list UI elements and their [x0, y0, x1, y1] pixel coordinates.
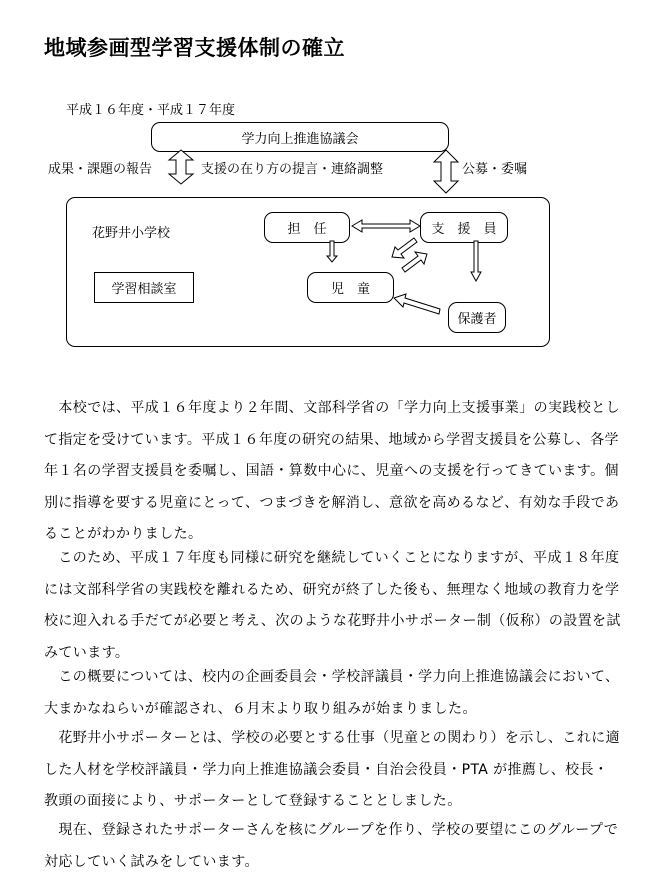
paragraph-line: 対応していく試みをしています。: [44, 853, 259, 870]
paragraph-line: ることがわかりました。: [44, 526, 203, 542]
report-double-arrow-icon: [169, 150, 193, 184]
document-title: 地域参画型学習支援体制の確立: [44, 35, 345, 60]
council-label: 学力向上推進協議会: [241, 131, 359, 147]
paragraph-line: 別に指導を要する児童にとって、つまづきを解消し、意欲を高めるなど、有効な手段であ: [44, 494, 620, 511]
paragraph-line: 教頭の面接により、サポーターとして登録することとしました。: [44, 793, 462, 809]
paragraph-4: [44, 723, 644, 818]
guardians-to-students-arrow-icon: [394, 294, 440, 314]
paragraph-line: 校に迎入れる手だてが必要と考え、次のような花野井小サポーター制（仮称）の設置を試: [44, 613, 621, 629]
supporter-to-guardians-arrow-icon: [471, 241, 481, 281]
middle-flow-label: 支援の在り方の提言・連絡調整: [201, 162, 384, 177]
homeroom-teacher-label: 担 任: [287, 222, 327, 237]
paragraph-line: みています。: [44, 644, 130, 661]
students-label: 児 童: [330, 282, 370, 297]
right-flow-label: 公募・委嘱: [462, 162, 528, 177]
paragraph-line: した人材を学校評議員・学力向上推進協議会委員・自治会役員・PTA が推薦し、校長・: [44, 761, 609, 778]
supporter-to-students-arrow-icon: [392, 238, 417, 258]
recruitment-double-arrow-icon: [434, 150, 458, 193]
paragraph-5: [44, 815, 644, 878]
guardians-label: 保護者: [457, 312, 497, 327]
left-flow-label: 成果・課題の報告: [48, 162, 153, 177]
teacher-supporter-double-arrow-icon: [352, 220, 420, 232]
paragraph-line: 大まかなねらいが確認され、６月末より取り組みが始まりました。: [44, 700, 477, 717]
paragraph-line: 現在、登録されたサポーターさんを核にグループを作り、学校の要望にこのグループで: [44, 822, 619, 838]
teacher-to-students-arrow-icon: [327, 241, 337, 262]
paragraph-line: 花野井小サポーターとは、学校の必要とする仕事（児童との関わり）を示し、これに適: [44, 730, 620, 746]
paragraph-line: 年１名の学習支援員を委嘱し、国語・算数中心に、児童への支援を行ってきています。個: [44, 463, 619, 479]
period-label: 平成１６年度・平成１７年度: [66, 103, 236, 118]
paragraph-line: この概要については、校内の企画委員会・学校評議員・学力向上推進協議会において、: [44, 669, 620, 685]
school-name: 花野井小学校: [92, 226, 171, 241]
paragraph-line: このため、平成１７年度も同様に研究を継続していくことになりますが、平成１８年度: [44, 550, 620, 566]
paragraph-2: [44, 543, 644, 669]
consultation-room-label: 学習相談室: [111, 282, 177, 297]
students-to-supporter-arrow-icon: [402, 252, 427, 272]
paragraph-line: て指定を受けています。平成１６年度の研究の結果、地域から学習支援員を公募し、各学: [44, 431, 619, 448]
paragraph-line: には文部科学省の実践校を離れるため、研究が終了した後も、無理なく地域の教育力を学: [44, 581, 620, 598]
paragraph-line: 本校では、平成１６年度より２年間、文部科学省の「学力向上支援事業」の実践校とし: [44, 400, 620, 416]
paragraph-3: [44, 662, 644, 725]
supporter-label: 支 援 員: [431, 222, 497, 237]
paragraph-1: [44, 393, 644, 551]
